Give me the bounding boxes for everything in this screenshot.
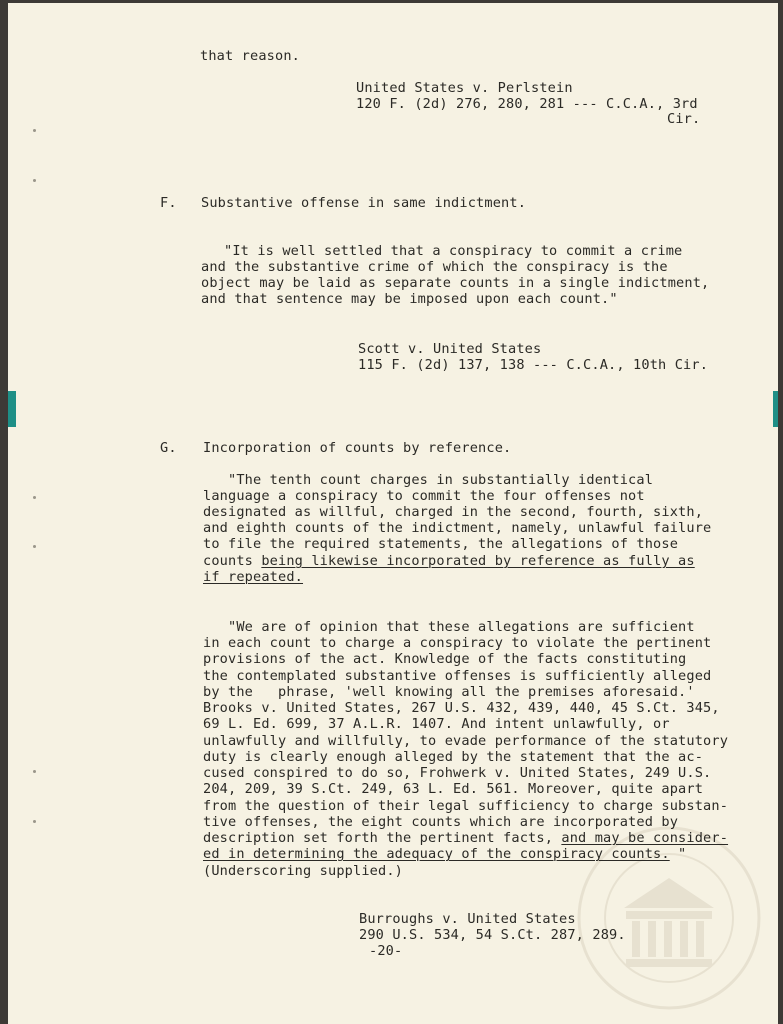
quote-line: "The tenth count charges in substantially identical	[228, 472, 654, 488]
quote-line: Brooks v. United States, 267 U.S. 432, 439, 440, 45 S.Ct. 345,	[203, 700, 720, 716]
quote-line: and eighth counts of the indictment, namely, unlawful failure	[203, 520, 712, 536]
quote-line: tive offenses, the eight counts which are incorporated by	[203, 814, 679, 830]
quote-line: to file the required statements, the allegations of those	[203, 536, 679, 552]
section-letter: F.	[160, 195, 177, 211]
quote-line: 69 L. Ed. 699, 37 A.L.R. 1407. And intent unlawfully, or	[203, 716, 670, 732]
punch-hole	[33, 496, 36, 499]
quote-text: "	[669, 846, 687, 862]
underlined-text: being likewise incorporated by reference as fully as	[261, 553, 695, 569]
citation-name: Scott v. United States	[358, 341, 542, 357]
quote-text: counts	[203, 553, 262, 569]
edge-color-tab-left	[8, 391, 16, 427]
citation-name: Burroughs v. United States	[359, 911, 576, 927]
quote-text: description set forth the pertinent facts,	[203, 830, 562, 846]
citation-name: United States v. Perlstein	[356, 80, 573, 96]
punch-hole	[33, 820, 36, 823]
quote-line: designated as willful, charged in the second, fourth, sixth,	[203, 504, 704, 520]
quote-line: by the phrase, 'well knowing all the premises aforesaid.'	[203, 684, 695, 700]
punch-hole	[33, 545, 36, 548]
punch-hole	[33, 129, 36, 132]
section-heading: Substantive offense in same indictment.	[201, 195, 527, 211]
underlined-text: ed in determining the adequacy of the conspiracy counts.	[203, 846, 670, 862]
quote-line: "It is well settled that a conspiracy to commit a crime	[224, 243, 683, 259]
quote-line: duty is clearly enough alleged by the statement that the ac-	[203, 749, 704, 765]
underlined-text: if repeated.	[203, 569, 304, 585]
quote-line: in each count to charge a conspiracy to violate the pertinent	[203, 635, 712, 651]
quote-line: cused conspired to do so, Frohwerk v. United States, 249 U.S.	[203, 765, 712, 781]
quote-line: the contemplated substantive offenses is sufficiently alleged	[203, 668, 712, 684]
quote-line	[203, 830, 728, 846]
quote-line: and that sentence may be imposed upon each count."	[201, 291, 618, 307]
section-letter: G.	[160, 440, 177, 456]
punch-hole	[33, 179, 36, 182]
quote-line: language a conspiracy to commit the four offenses not	[203, 488, 645, 504]
page-number: -20-	[369, 943, 403, 959]
quote-line: unlawfully and willfully, to evade performance of the statutory	[203, 733, 729, 749]
quote-line: and the substantive crime of which the conspiracy is the	[201, 259, 668, 275]
continued-text: that reason.	[200, 48, 301, 64]
citation-tail: Cir.	[667, 111, 701, 127]
punch-hole	[33, 770, 36, 773]
editorial-note: (Underscoring supplied.)	[203, 863, 404, 879]
quote-line	[203, 846, 686, 862]
citation-reporter: 115 F. (2d) 137, 138 --- C.C.A., 10th Cir.	[358, 357, 709, 373]
edge-color-tab-right	[773, 391, 778, 427]
quote-line: 204, 209, 39 S.Ct. 249, 63 L. Ed. 561. Moreover, quite apart	[203, 781, 704, 797]
citation-reporter: 120 F. (2d) 276, 280, 281 --- C.C.A., 3rd	[356, 96, 698, 112]
quote-line: provisions of the act. Knowledge of the facts constituting	[203, 651, 687, 667]
quote-line: object may be laid as separate counts in a single indictment,	[201, 275, 710, 291]
section-heading: Incorporation of counts by reference.	[203, 440, 512, 456]
quote-line: "We are of opinion that these allegations are sufficient	[228, 619, 695, 635]
underlined-text: and may be consider-	[561, 830, 729, 846]
quote-line	[203, 553, 695, 569]
document-page	[8, 3, 778, 1024]
citation-reporter: 290 U.S. 534, 54 S.Ct. 287, 289.	[359, 927, 626, 943]
quote-line: from the question of their legal sufficiency to charge substan-	[203, 798, 729, 814]
